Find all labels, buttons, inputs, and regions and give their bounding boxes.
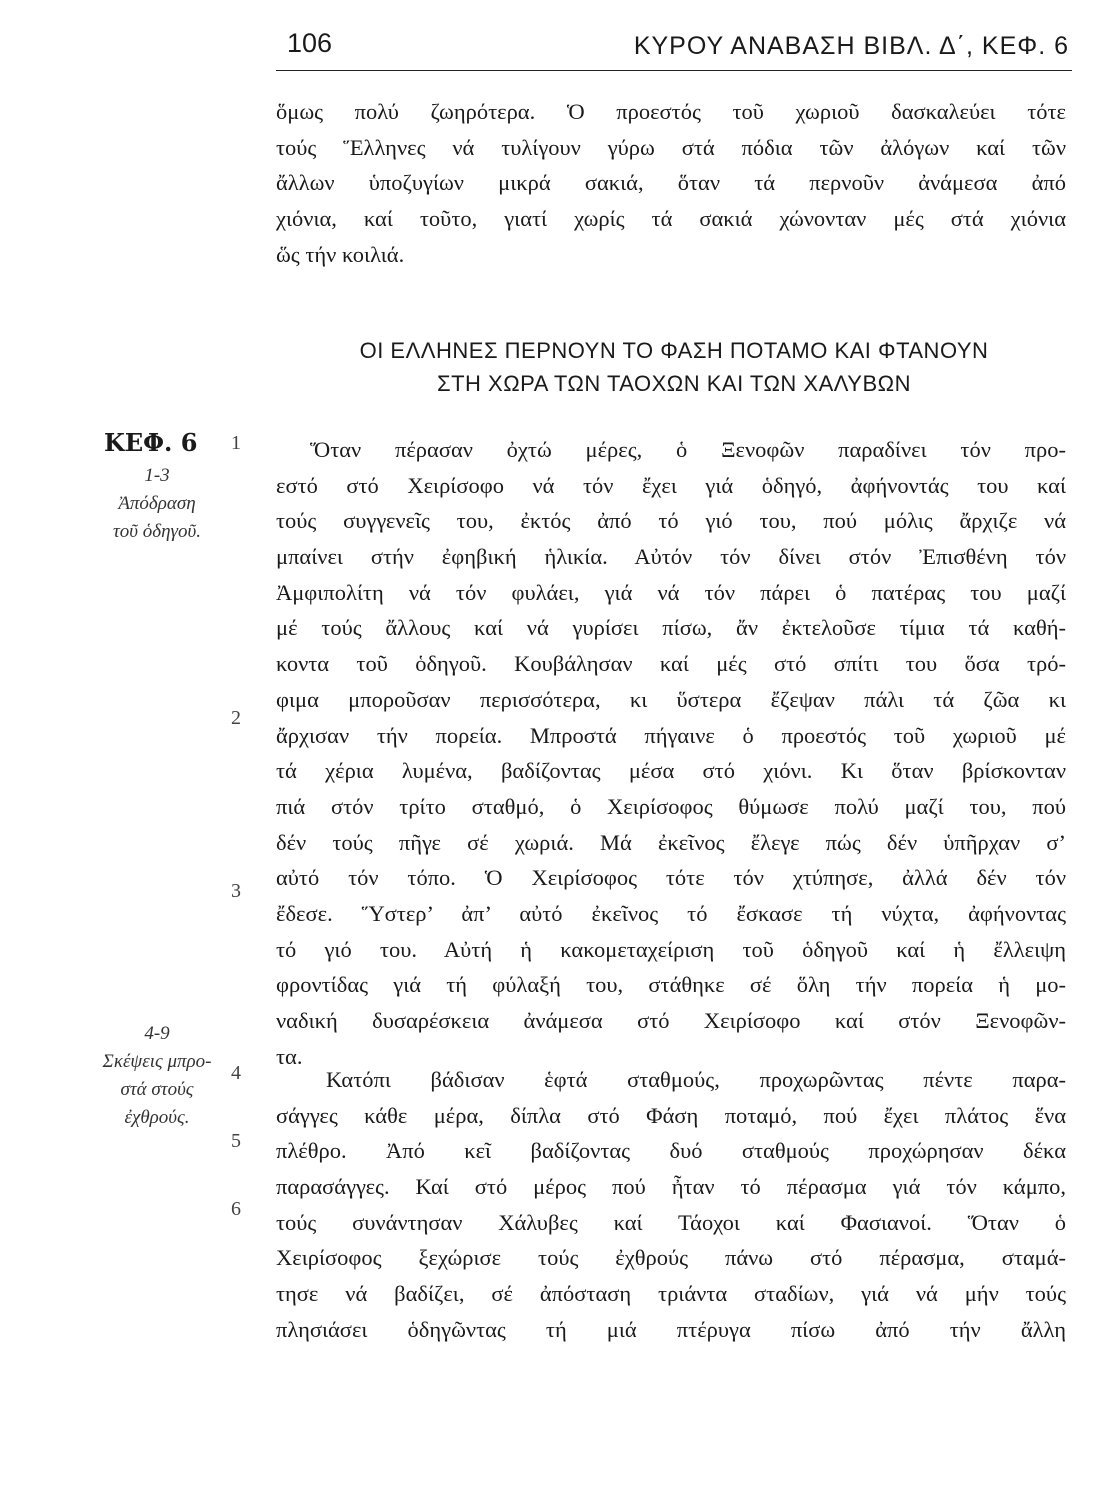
margin-note-text: Σκέψεις μπρο-: [102, 1051, 212, 1072]
header-rule: [276, 70, 1072, 71]
margin-note-text: στά στούς: [120, 1079, 194, 1100]
margin-note-thoughts: [82, 1020, 232, 1132]
text-line: φροντίδας γιά τή φύλαξή του, στάθηκε σέ ὅλη τήν πορεία ἡ μο-: [276, 972, 1066, 998]
paragraph-2: [276, 1062, 1066, 1348]
text-line: τό γιό του. Αὐτή ἡ κακομεταχείριση τοῦ ὁδηγοῦ καί ἡ ἔλλειψη: [276, 936, 1066, 962]
text-line: πλησιάσει ὁδηγῶντας τή μιά πτέρυγα πίσω ἀπό τήν ἄλλη: [276, 1316, 1066, 1342]
text-line: εστό στό Χειρίσοφο νά τόν ἔχει γιά ὁδηγό, ἀφήνοντάς του καί: [276, 472, 1066, 498]
running-header: ΚΥΡΟΥ ΑΝΑΒΑΣΗ ΒΙΒΛ. Δ΄, ΚΕΦ. 6: [633, 32, 1069, 60]
paragraph-1: [276, 432, 1066, 1074]
page-number: 106: [287, 28, 333, 58]
text-line: μέ τούς ἄλλους καί νά γυρίσει πίσω, ἄν ἐκτελοῦσε τίμια τά καθή-: [276, 615, 1066, 641]
text-line: ἔδεσε. Ὕστερ’ ἀπ’ αὐτό ἐκεῖνος τό ἔσκασε τή νύχτα, ἀφήνοντας: [276, 900, 1066, 926]
section-heading: [276, 334, 1072, 400]
text-line: Ὅταν πέρασαν ὀχτώ μέρες, ὁ Ξενοφῶν παραδίνει τόν προ-: [310, 437, 1066, 462]
text-line: μπαίνει στήν ἐφηβική ἡλικία. Αὐτόν τόν δίνει στόν Ἐπισθένη τόν: [276, 544, 1066, 570]
text-line: τά χέρια λυμένα, βαδίζοντας μέσα στό χιόνι. Κι ὅταν βρίσκονταν: [276, 758, 1066, 784]
margin-note-escape: [82, 462, 232, 546]
text-line: σάγγες κάθε μέρα, δίπλα στό Φάση ποταμό, πού ἔχει πλάτος ἕνα: [276, 1102, 1066, 1128]
margin-note-text: ἐχθρούς.: [124, 1107, 190, 1128]
section-heading-line: ΟΙ ΕΛΛΗΝΕΣ ΠΕΡΝΟΥΝ ΤΟ ΦΑΣΗ ΠΟΤΑΜΟ ΚΑΙ ΦΤΑΝΟΥΝ: [359, 338, 989, 363]
text-line: φιμα μποροῦσαν περισσότερα, κι ὕστερα ἔζεψαν πάλι τά ζῶα κι: [276, 686, 1066, 712]
text-line: ὥς τήν κοιλιά.: [276, 241, 405, 267]
text-line: τα.: [276, 1043, 303, 1069]
section-number: 2: [231, 707, 241, 729]
margin-note-text: τοῦ ὁδηγοῦ.: [113, 521, 201, 542]
text-line: τούς Ἕλληνες νά τυλίγουν γύρω στά πόδια τῶν ἀλόγων καί τῶν: [276, 134, 1066, 160]
text-line: δέν τούς πῆγε σέ χωριά. Μά ἐκεῖνος ἔλεγε πώς δέν ὑπῆρχαν σ’: [276, 829, 1066, 855]
text-line: τούς συνάντησαν Χάλυβες καί Τάοχοι καί Φασιανοί. Ὅταν ὁ: [276, 1209, 1066, 1235]
text-line: κοντα τοῦ ὁδηγοῦ. Κουβάλησαν καί μές στό σπίτι του ὅσα τρό-: [276, 651, 1066, 677]
text-line: ὅμως πολύ ζωηρότερα. Ὁ προεστός τοῦ χωριοῦ δασκαλεύει τότε: [276, 99, 1066, 124]
chapter-label: ΚΕΦ. 6: [104, 428, 198, 457]
text-line: πιά στόν τρίτο σταθμό, ὁ Χειρίσοφος θύμωσε πολύ μαζί του, πού: [276, 793, 1066, 819]
margin-note-range: 1-3: [144, 465, 170, 486]
text-line: Κατόπι βάδισαν ἑφτά σταθμούς, προχωρῶντας πέντε παρα-: [326, 1067, 1066, 1092]
section-number: 4: [231, 1062, 241, 1084]
text-line: τησε νά βαδίζει, σέ ἀπόσταση τριάντα σταδίων, γιά νά μήν τούς: [276, 1281, 1066, 1307]
text-line: ἄρχισαν τήν πορεία. Μπροστά πήγαινε ὁ προεστός τοῦ χωριοῦ μέ: [276, 722, 1066, 748]
section-number: 1: [231, 432, 241, 454]
text-line: ναδική δυσαρέσκεια ἀνάμεσα στό Χειρίσοφο καί στόν Ξενοφῶν-: [276, 1008, 1066, 1033]
text-line: αὐτό τόν τόπο. Ὁ Χειρίσοφος τότε τόν χτύπησε, ἀλλά δέν τόν: [276, 865, 1066, 891]
section-number: 3: [231, 880, 241, 902]
margin-note-range: 4-9: [144, 1023, 170, 1044]
margin-note-text: Ἀπόδραση: [118, 493, 196, 514]
top-paragraph: [276, 94, 1066, 272]
section-number: 6: [231, 1198, 241, 1220]
text-line: παρασάγγες. Καί στό μέρος πού ἦταν τό πέρασμα γιά τόν κάμπο,: [276, 1174, 1066, 1200]
text-line: πλέθρο. Ἀπό κεῖ βαδίζοντας δυό σταθμούς προχώρησαν δέκα: [276, 1138, 1066, 1164]
section-number: 5: [231, 1130, 241, 1152]
text-line: χιόνια, καί τοῦτο, γιατί χωρίς τά σακιά χώνονταν μές στά χιόνια: [276, 206, 1066, 232]
text-line: τούς συγγενεῖς του, ἐκτός ἀπό τό γιό του, πού μόλις ἄρχιζε νά: [276, 508, 1066, 534]
text-line: ἄλλων ὑποζυγίων μικρά σακιά, ὅταν τά περνοῦν ἀνάμεσα ἀπό: [276, 170, 1066, 196]
text-line: Ἀμφιπολίτη νά τόν φυλάει, γιά νά τόν πάρει ὁ πατέρας του μαζί: [276, 579, 1066, 605]
section-heading-line: ΣΤΗ ΧΩΡΑ ΤΩΝ ΤΑΟΧΩΝ ΚΑΙ ΤΩΝ ΧΑΛΥΒΩΝ: [437, 371, 911, 396]
text-line: Χειρίσοφος ξεχώρισε τούς ἐχθρούς πάνω στό πέρασμα, σταμά-: [276, 1245, 1066, 1271]
